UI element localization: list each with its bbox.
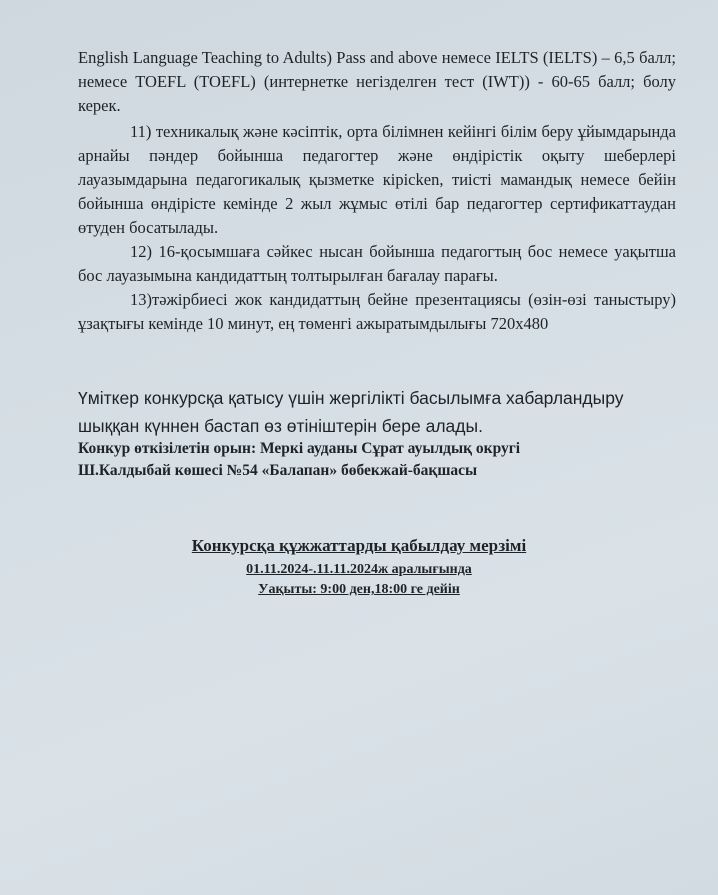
- venue-block: [78, 438, 676, 482]
- venue-line-1: Конкур өткізілетін орын: Меркі ауданы Сұрат ауылдық округі: [78, 440, 521, 457]
- paragraph-language-cert: English Language Teaching to Adults) Pass and above немесе IELTS (IELTS) – 6,5 балл; немесе TOEFL (TOEFL) (интернетке негізделген тест (IWT)) - 60-65 балл; болу керек.: [78, 48, 676, 115]
- deadline-dates: 01.11.2024-.11.11.2024ж аралығында: [246, 562, 472, 577]
- notice-block: [78, 384, 676, 440]
- venue-line-2: Ш.Калдыбай көшесі №54 «Балапан» бөбекжай-бақшасы: [78, 462, 478, 479]
- paragraph-item-11: 11) техникалық және кәсіптік, орта білімнен кейінгі білім беру ұйымдарында арнайы пәндер бойынша педагогтер және өндірістік оқыту шеберлері лауазымдарына педагогикалық қызметке кірісken, тиісті мамандық немесе бейін бойынша өндірісте кемінде 2 жыл жұмыс өтілі бар педагогтер сертификаттаудан өтуден босатылады.: [78, 122, 676, 237]
- paragraph-item-12: 12) 16-қосымшаға сәйкес нысан бойынша педагогтың бос немесе уақытша бос лауазымына кандидаттың толтырылған бағалау парағы.: [78, 242, 676, 285]
- deadline-hours: Уақыты: 9:00 ден,18:00 ге дейін: [258, 582, 460, 597]
- application-notice: Үміткер конкурсқа қатысу үшін жергілікті басылымға хабарландыру шыққан күннен бастап өз өтініштерін бере алады.: [78, 388, 624, 436]
- requirements-text: [78, 46, 676, 336]
- paragraph-item-13: 13)тәжірбиесі жок кандидаттың бейне презентациясы (өзін-өзі таныстыру) ұзақтығы кемінде 10 минут, ең төменгі ажыратымдылығы 720x480: [78, 290, 676, 333]
- deadline-heading: Конкурсқа құжжаттарды қабылдау мерзімі: [191, 536, 527, 555]
